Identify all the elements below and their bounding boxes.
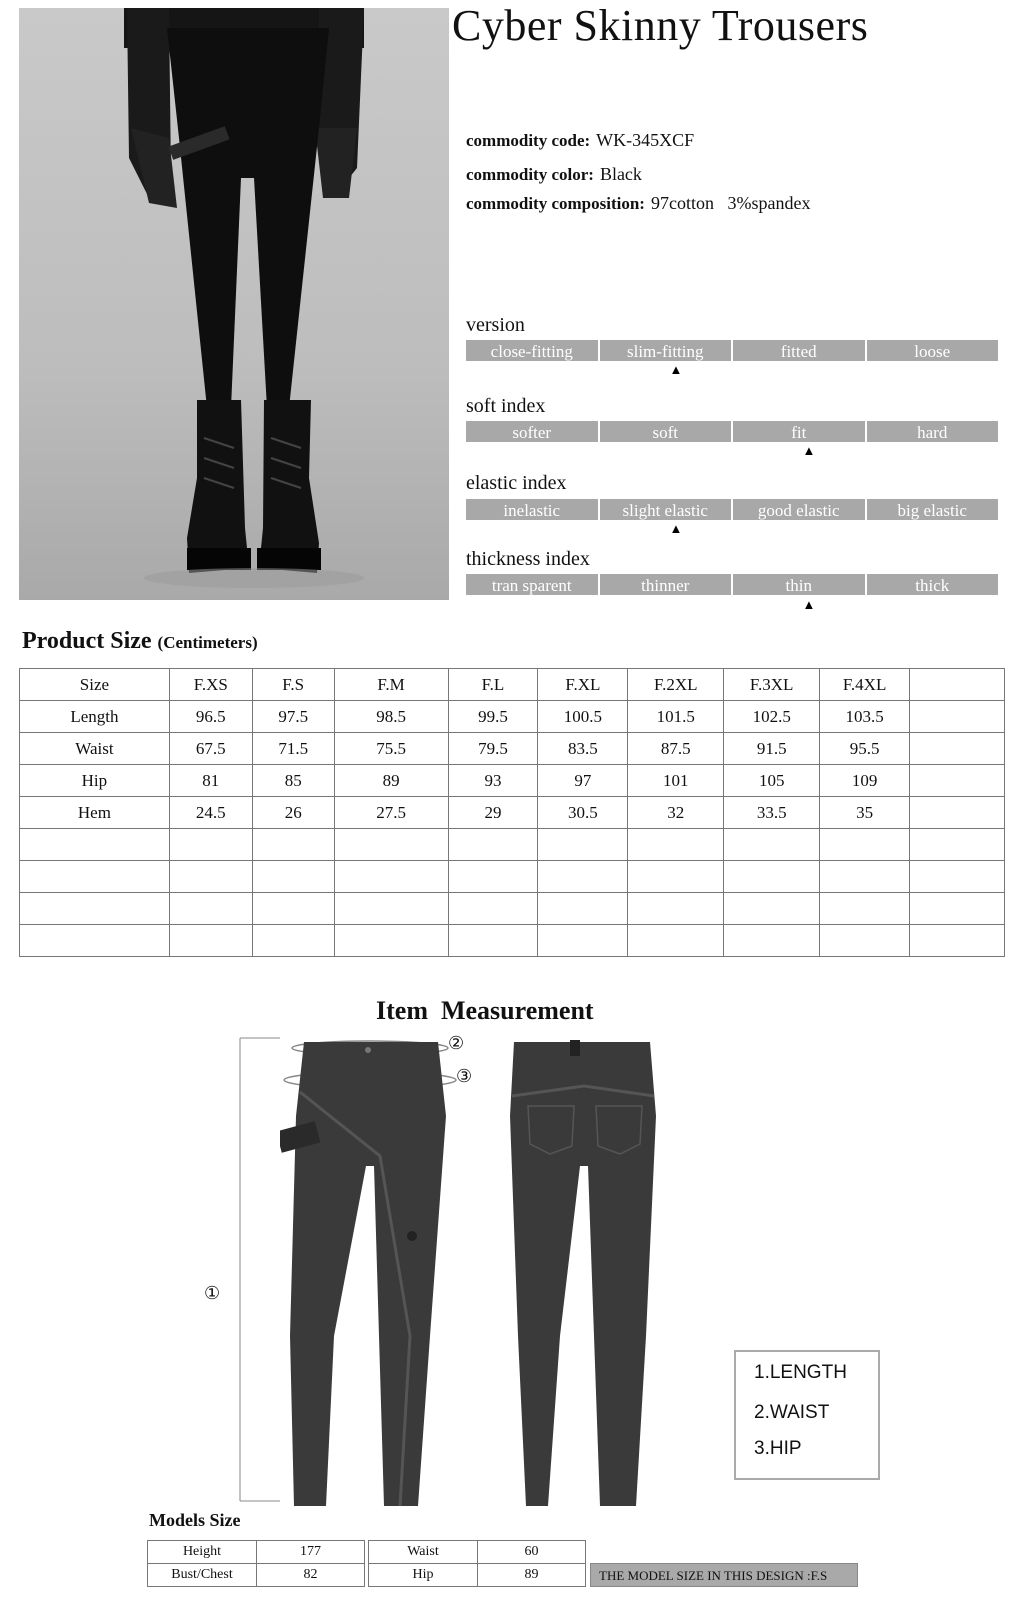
table-cell xyxy=(538,893,628,925)
thickness-index-marker-icon: ▲ xyxy=(802,597,816,612)
soft-index-option: soft xyxy=(600,421,732,442)
trousers-front-image xyxy=(280,1036,460,1516)
legend-hip: 3.HIP xyxy=(754,1438,802,1459)
table-cell: 91.5 xyxy=(724,733,820,765)
table-header-cell: F.L xyxy=(448,669,538,701)
marker-2-icon: ② xyxy=(448,1033,465,1054)
table-cell: 32 xyxy=(628,797,724,829)
table-cell xyxy=(538,925,628,957)
table-cell: 97.5 xyxy=(252,701,334,733)
table-cell xyxy=(910,701,1005,733)
table-cell: Bust/Chest xyxy=(148,1564,257,1587)
table-row xyxy=(148,1564,365,1587)
table-row xyxy=(20,797,1005,829)
thickness-index-option: thin xyxy=(733,574,865,595)
table-header-row xyxy=(20,669,1005,701)
spec-code-value: WK-345XCF xyxy=(596,130,695,150)
table-cell: 95.5 xyxy=(820,733,910,765)
thickness-index-option: thick xyxy=(867,574,999,595)
elastic-index-option: big elastic xyxy=(867,499,999,520)
table-cell: 101.5 xyxy=(628,701,724,733)
elastic-index-option: inelastic xyxy=(466,499,598,520)
table-cell xyxy=(910,925,1005,957)
version-option: loose xyxy=(867,340,999,361)
table-cell xyxy=(724,829,820,861)
table-row xyxy=(20,829,1005,861)
table-cell: 87.5 xyxy=(628,733,724,765)
marker-1-icon: ① xyxy=(204,1283,221,1304)
table-cell xyxy=(448,925,538,957)
table-cell xyxy=(724,925,820,957)
legend-waist: 2.WAIST xyxy=(754,1402,830,1423)
table-cell xyxy=(910,861,1005,893)
table-cell: 85 xyxy=(252,765,334,797)
spec-color xyxy=(466,164,642,185)
table-row xyxy=(148,1541,365,1564)
version-option: close-fitting xyxy=(466,340,598,361)
table-cell: 35 xyxy=(820,797,910,829)
table-cell xyxy=(538,861,628,893)
elastic-index-option: good elastic xyxy=(733,499,865,520)
table-cell: Length xyxy=(20,701,170,733)
table-cell: 100.5 xyxy=(538,701,628,733)
table-cell xyxy=(628,925,724,957)
table-cell xyxy=(252,893,334,925)
version-option: slim-fitting xyxy=(600,340,732,361)
table-cell: 24.5 xyxy=(169,797,252,829)
table-cell xyxy=(448,861,538,893)
version-title: version xyxy=(466,314,525,336)
table-cell xyxy=(628,893,724,925)
table-header-cell: F.3XL xyxy=(724,669,820,701)
table-cell xyxy=(910,893,1005,925)
table-cell: 99.5 xyxy=(448,701,538,733)
table-cell: Hip xyxy=(20,765,170,797)
table-header-cell: F.XL xyxy=(538,669,628,701)
measurement-legend xyxy=(734,1350,880,1480)
soft-index-option: hard xyxy=(867,421,999,442)
table-cell: 29 xyxy=(448,797,538,829)
table-header-cell xyxy=(910,669,1005,701)
table-cell: 67.5 xyxy=(169,733,252,765)
table-cell xyxy=(334,925,448,957)
spec-composition-label: commodity composition: xyxy=(466,194,645,213)
table-row xyxy=(20,893,1005,925)
table-cell xyxy=(910,733,1005,765)
table-row xyxy=(20,925,1005,957)
table-header-cell: F.2XL xyxy=(628,669,724,701)
table-row xyxy=(20,701,1005,733)
product-size-unit: (Centimeters) xyxy=(157,633,258,652)
table-cell xyxy=(448,829,538,861)
table-cell: 71.5 xyxy=(252,733,334,765)
table-row xyxy=(20,733,1005,765)
table-cell: 75.5 xyxy=(334,733,448,765)
spec-composition-value: 97cotton 3%spandex xyxy=(650,193,811,213)
table-cell: 101 xyxy=(628,765,724,797)
spec-color-value: Black xyxy=(599,164,642,184)
elastic-index-title: elastic index xyxy=(466,472,567,494)
table-cell: 98.5 xyxy=(334,701,448,733)
soft-index-option: fit xyxy=(733,421,865,442)
table-cell xyxy=(169,861,252,893)
table-cell xyxy=(334,829,448,861)
legend-length: 1.LENGTH xyxy=(754,1362,847,1383)
table-cell xyxy=(448,893,538,925)
table-header-cell: F.S xyxy=(252,669,334,701)
table-cell: 89 xyxy=(478,1564,586,1587)
spec-composition xyxy=(466,193,810,214)
table-cell xyxy=(169,829,252,861)
table-cell xyxy=(169,925,252,957)
table-cell xyxy=(820,893,910,925)
table-row xyxy=(20,861,1005,893)
models-size-table-left xyxy=(147,1540,365,1587)
table-cell: 30.5 xyxy=(538,797,628,829)
table-cell: 103.5 xyxy=(820,701,910,733)
table-cell: 109 xyxy=(820,765,910,797)
table-header-cell: F.4XL xyxy=(820,669,910,701)
table-cell: 26 xyxy=(252,797,334,829)
table-cell: 97 xyxy=(538,765,628,797)
table-cell xyxy=(910,829,1005,861)
table-cell xyxy=(169,893,252,925)
table-cell xyxy=(334,861,448,893)
table-cell xyxy=(724,861,820,893)
table-cell: 81 xyxy=(169,765,252,797)
table-cell: 105 xyxy=(724,765,820,797)
spec-code xyxy=(466,130,694,151)
spec-color-label: commodity color: xyxy=(466,165,594,184)
table-cell: 96.5 xyxy=(169,701,252,733)
table-cell xyxy=(820,829,910,861)
table-cell: 89 xyxy=(334,765,448,797)
table-cell: 82 xyxy=(257,1564,365,1587)
table-cell xyxy=(820,861,910,893)
thickness-index-title: thickness index xyxy=(466,548,590,570)
table-header-cell: F.XS xyxy=(169,669,252,701)
table-header-cell: Size xyxy=(20,669,170,701)
trousers-back-image xyxy=(504,1036,664,1516)
table-cell: 27.5 xyxy=(334,797,448,829)
thickness-index-scale xyxy=(466,574,998,595)
table-cell: 33.5 xyxy=(724,797,820,829)
elastic-index-marker-icon: ▲ xyxy=(669,521,683,536)
table-cell: Waist xyxy=(369,1541,478,1564)
table-header-cell: F.M xyxy=(334,669,448,701)
product-size-title xyxy=(22,628,258,655)
table-cell xyxy=(252,925,334,957)
thickness-index-option: thinner xyxy=(600,574,732,595)
table-cell xyxy=(910,797,1005,829)
model-size-note: THE MODEL SIZE IN THIS DESIGN :F.S xyxy=(590,1563,858,1587)
soft-index-scale xyxy=(466,421,998,442)
table-cell xyxy=(724,893,820,925)
product-size-heading: Product Size xyxy=(22,628,152,654)
table-cell: Waist xyxy=(20,733,170,765)
table-cell xyxy=(538,829,628,861)
version-option: fitted xyxy=(733,340,865,361)
table-cell xyxy=(334,893,448,925)
soft-index-marker-icon: ▲ xyxy=(802,443,816,458)
thickness-index-option: tran sparent xyxy=(466,574,598,595)
spec-code-label: commodity code: xyxy=(466,131,591,150)
table-cell: 83.5 xyxy=(538,733,628,765)
table-cell xyxy=(820,925,910,957)
table-cell xyxy=(20,893,170,925)
marker-3-icon: ③ xyxy=(456,1066,473,1087)
table-cell xyxy=(910,765,1005,797)
table-row xyxy=(369,1541,586,1564)
elastic-index-scale xyxy=(466,499,998,520)
table-cell: Height xyxy=(148,1541,257,1564)
version-marker-icon: ▲ xyxy=(669,362,683,377)
soft-index-option: softer xyxy=(466,421,598,442)
item-measurement-title: Item Measurement xyxy=(376,996,594,1025)
table-cell: Hip xyxy=(369,1564,478,1587)
table-cell: Hem xyxy=(20,797,170,829)
table-cell xyxy=(252,829,334,861)
table-cell xyxy=(20,925,170,957)
product-title: Cyber Skinny Trousers xyxy=(452,1,869,50)
table-cell xyxy=(20,861,170,893)
table-cell: 102.5 xyxy=(724,701,820,733)
table-cell xyxy=(252,861,334,893)
table-row xyxy=(20,765,1005,797)
model-photo xyxy=(19,8,449,600)
table-cell xyxy=(628,829,724,861)
models-size-title: Models Size xyxy=(149,1510,241,1530)
table-cell: 93 xyxy=(448,765,538,797)
version-scale xyxy=(466,340,998,361)
soft-index-title: soft index xyxy=(466,395,546,417)
table-cell: 177 xyxy=(257,1541,365,1564)
table-cell xyxy=(628,861,724,893)
table-cell xyxy=(20,829,170,861)
product-size-table xyxy=(19,668,1005,957)
elastic-index-option: slight elastic xyxy=(600,499,732,520)
table-cell: 60 xyxy=(478,1541,586,1564)
table-cell: 79.5 xyxy=(448,733,538,765)
models-size-table-right xyxy=(368,1540,586,1587)
table-row xyxy=(369,1564,586,1587)
